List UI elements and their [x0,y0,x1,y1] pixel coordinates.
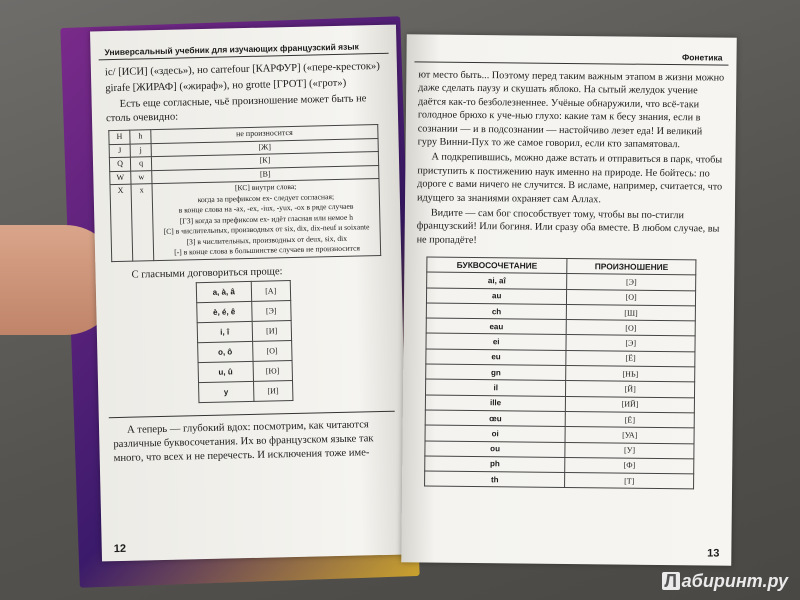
table-row [196,280,290,302]
lower-letter: x [131,184,154,261]
sound-line: [КС] внутри слова; [234,181,297,193]
combination-cell: th [425,471,565,488]
column-header-pronunciation: ПРОИЗНОШЕНИЕ [567,259,696,275]
labirint-logo-icon: Л [662,572,680,590]
labirint-watermark [662,571,788,592]
table-row [198,360,292,382]
pronunciation-cell: [Т] [565,473,694,490]
pronunciation-cell: [У] [565,442,694,459]
combination-cell: eu [426,349,566,366]
pronunciation-cell: [Й] [566,381,695,398]
table-row [199,380,293,402]
vowel-letters: y [199,381,254,402]
pronunciation-cell: [ИЙ] [566,396,695,413]
lower-letter: q [130,157,151,171]
sound-cell: не произносится [151,125,378,144]
lower-letter: j [130,143,151,157]
vowel-letters: i, î [197,321,252,342]
intro-line: Есть еще согласные, чьё произношение может быть не столь очевидно: [105,93,367,125]
vowel-letters: o, ô [198,341,253,362]
table-row [197,300,291,322]
table-row [110,179,381,262]
vowel-sound: [Ю] [253,360,293,381]
right-body-text [417,68,725,249]
vowel-sound: [И] [253,380,293,401]
vowels-table [196,280,294,403]
left-closing-text [113,417,392,465]
sound-cell: [К] [151,152,378,171]
right-page-number: 13 [707,547,720,560]
upper-letter: H [109,130,130,144]
table-row [198,340,292,362]
pronunciation-cell: [Э] [567,274,696,291]
pronunciation-cell: [НЬ] [566,366,695,383]
sound-cell: [Ж] [151,138,378,157]
pronunciation-cell: [Ш] [567,304,696,321]
vowel-letters: a, à, â [196,281,251,302]
vowel-sound: [Э] [251,300,291,321]
section-divider [109,410,395,417]
upper-letter: X [110,184,133,261]
pronunciation-cell: [Э] [566,335,695,352]
lower-letter: h [130,130,151,144]
upper-letter: W [110,171,131,185]
sound-line: [ГЗ] когда за префиксом ex- идёт гласная или немое h [179,212,354,226]
pronunciation-cell: [Ё] [565,411,694,428]
pronunciation-cell: [Ф] [565,457,694,474]
left-intro-text [105,60,384,126]
combination-cell: ph [425,456,565,473]
pronunciation-cell: [О] [567,289,696,306]
intro-line: girafe [ЖИРАФ] («жираф»), но grotte [ГРОТ] («грот») [105,77,347,95]
combination-cell: gn [426,364,566,381]
sound-line: когда за префиксом ex- следует согласная; [197,191,335,204]
combination-cell: au [426,288,566,305]
pronunciation-cell: [УА] [565,427,694,444]
vowel-letters: u, û [198,361,253,382]
left-page-number: 12 [113,542,127,556]
intro-line: ic/ [ИСИ] («здесь»), но carrefour [КАРФУР] («пере-кресток») [104,60,380,79]
vowel-sound: [И] [252,320,292,341]
left-running-head: Универсальный учебник для изучающих французский язык [98,41,388,61]
body-paragraph: ют место быть... Поэтому перед таким важным этапом в жизни можно даже сделать паузу и скушать яблоко. На сытый желудок учение даётся как-то безболезненнее. Учёные обнаружили, что всё-таки голодное брюхо к уче-нью глухо: какие там к бесу знания, если в сознании — и в подсознании — настойчиво лезет еда! И великий гуру Винни-Пух то же самое говорил, если кто запамятовал. [417,69,725,151]
combination-cell: œu [425,410,565,427]
sound-line: [-] в конце слова в большинстве случаев не произносится [174,243,360,257]
sound-cell-multiline [152,179,381,261]
combination-cell: il [426,379,566,396]
column-header-combination: БУКВОСОЧЕТАНИЕ [427,257,567,273]
table-row [425,471,694,489]
table-row [197,320,291,342]
sound-line: [С] в числительных, производных от six, dix, dix-neuf и soixante [163,222,370,236]
vowel-sound: [А] [251,280,291,301]
combination-cell: ei [426,333,566,350]
sound-line: в конце слова на -ax, -ex, -iux, -yux, -oх в ряде случаев [178,201,354,215]
lower-letter: w [131,170,152,184]
left-page [90,25,408,562]
combination-cell: ille [425,395,565,412]
pronunciation-cell: [О] [566,320,695,337]
pronunciation-cell: [Ё] [566,350,695,367]
sound-line: [З] в числительных, производных от deux, six, dix [186,233,348,246]
right-running-head: Фонетика [414,49,728,65]
body-paragraph: Видите — сам бог способствует тому, чтобы вы по-стигли французский! Или богиня. Или сразу оба вместе. В любом случае, вы не пропадёте! [416,207,720,246]
vowel-sound: [О] [252,340,292,361]
watermark-text: абиринт.ру [681,571,788,591]
combination-cell: ai, aî [427,272,567,289]
vowel-letters: è, é, ê [197,301,252,322]
combination-cell: oi [425,425,565,442]
upper-letter: J [109,144,130,158]
combination-cell: ch [426,303,566,320]
closing-paragraph: А теперь — глубокий вдох: посмотрим, как читаются различные буквосочетания. Их во французском языке так много, что всех и не перечесть. И исключения тоже име- [113,418,374,464]
vowels-caption: С гласными договориться проще: [131,265,283,281]
body-paragraph: А подкрепившись, можно даже встать и отправиться в парк, чтобы приступить к постижению наук именно на природе. Не бойтесь: по дороге с вами ничего не случится. В исламе, например, считается, что идущего за знаниями охраняет сам Аллах. [417,151,723,205]
right-page [401,34,737,565]
sound-cell: [В] [152,165,379,184]
letter-combinations-table [424,257,696,490]
upper-letter: Q [109,157,130,171]
combination-cell: eau [426,318,566,335]
combination-cell: ou [425,441,565,458]
consonants-table [108,124,381,262]
